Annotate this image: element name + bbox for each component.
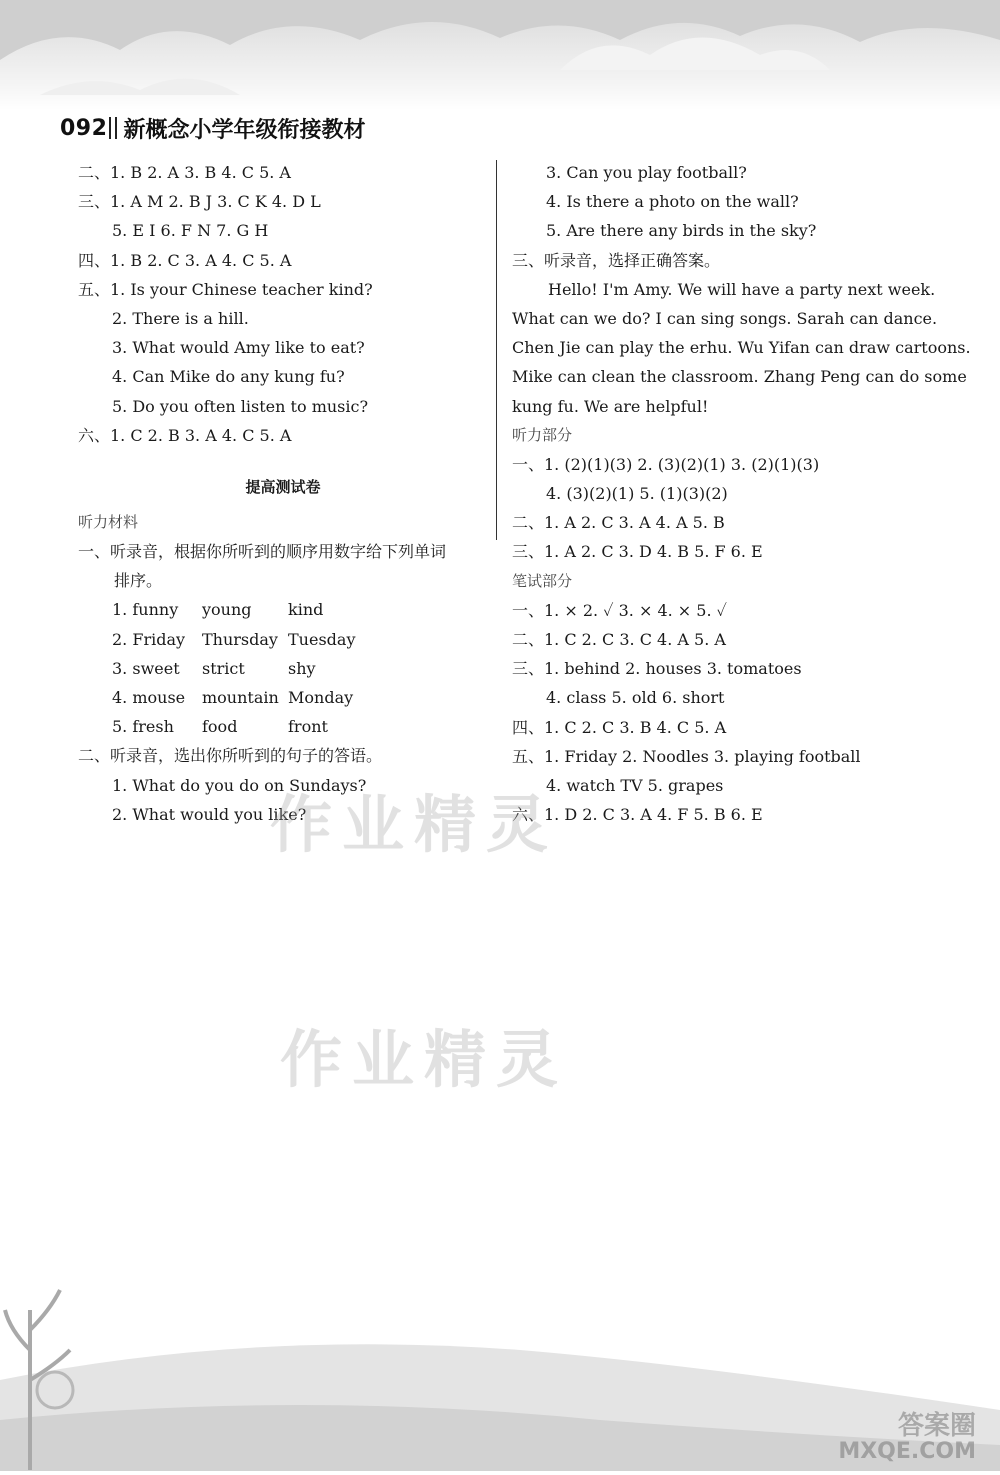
word-row: [78, 712, 488, 741]
answer-line: 二、1. C 2. C 3. C 4. A 5. A: [512, 630, 726, 649]
question-title: 三、听录音，选择正确答案。: [512, 250, 721, 270]
passage-line: Hello! I'm Amy. We will have a party next week.: [548, 279, 936, 299]
passage-line: Chen Jie can play the erhu. Wu Yifan can draw cartoons.: [512, 338, 971, 358]
page-header: [60, 110, 365, 146]
question-line: 1. What do you do on Sundays?: [112, 775, 367, 795]
right-column: [512, 158, 971, 829]
word: Thursday: [202, 629, 278, 649]
word: shy: [288, 658, 316, 678]
top-cloud-banner: [0, 0, 1000, 110]
answer-line: 六、1. C 2. B 3. A 4. C 5. A: [78, 425, 292, 445]
watermark: 作业精灵: [270, 788, 559, 861]
word-row: [78, 595, 488, 624]
word: front: [288, 717, 328, 737]
question-line: 5. Are there any birds in the sky?: [546, 221, 817, 241]
site-logo: [838, 1410, 976, 1464]
column-divider: [496, 160, 497, 540]
answer-line: 一、1. × 2. ✓ 3. × 4. × 5. ✓: [512, 600, 727, 620]
answer-line: 一、1. (2)(1)(3) 2. (3)(2)(1) 3. (2)(1)(3): [512, 454, 820, 474]
word-row: [78, 654, 488, 683]
word: kind: [288, 600, 324, 620]
passage-line: Mike can clean the classroom. Zhang Peng can do some: [512, 367, 967, 387]
word: Monday: [288, 688, 354, 707]
answer-line: 四、1. C 2. C 3. B 4. C 5. A: [512, 717, 727, 737]
question-title: 排序。: [114, 571, 163, 591]
answer-line: 4. (3)(2)(1) 5. (1)(3)(2): [546, 484, 728, 504]
question-title: 一、听录音，根据你所听到的顺序用数字给下列单词: [78, 542, 447, 562]
answer-line: 四、1. B 2. C 3. A 4. C 5. A: [78, 250, 292, 270]
page-number: 092: [60, 115, 108, 141]
cloud-icon: [0, 0, 1000, 110]
word-row: [78, 683, 488, 712]
answer-line: 3. What would Amy like to eat?: [112, 338, 365, 358]
header-divider: [109, 117, 111, 139]
answer-line: 4. watch TV 5. grapes: [546, 775, 724, 795]
answer-line: 2. There is a hill.: [112, 308, 249, 328]
written-part-label: 笔试部分: [512, 571, 573, 590]
answer-line: 4. class 5. old 6. short: [546, 688, 725, 708]
logo-text: 答案圈: [897, 1410, 976, 1441]
answer-line: 三、1. A 2. C 3. D 4. B 5. F 6. E: [512, 542, 763, 562]
passage-line: kung fu. We are helpful!: [512, 396, 709, 416]
listening-material-label: 听力材料: [78, 512, 139, 531]
word: food: [202, 717, 238, 737]
watermark: 作业精灵: [280, 1023, 569, 1096]
passage-line: What can we do? I can sing songs. Sarah can dance.: [512, 308, 938, 328]
answer-line: 5. E I 6. F N 7. G H: [112, 221, 269, 241]
word: 3. sweet: [112, 658, 180, 678]
question-title: 二、听录音，选出你所听到的句子的答语。: [78, 746, 383, 766]
answer-line: 二、1. B 2. A 3. B 4. C 5. A: [78, 163, 291, 182]
header-divider: [115, 117, 117, 139]
answer-line: 4. Can Mike do any kung fu?: [112, 367, 345, 387]
listening-part-label: 听力部分: [512, 425, 573, 444]
left-column: [78, 158, 488, 829]
word: 2. Friday: [112, 629, 186, 649]
bottom-grass-banner: [0, 1270, 1000, 1471]
answer-line: 三、1. A M 2. B J 3. C K 4. D L: [78, 192, 321, 212]
answer-line: 五、1. Is your Chinese teacher kind?: [78, 279, 373, 299]
book-title: 新概念小学年级衔接教材: [123, 117, 366, 143]
logo-url: MXQE.COM: [838, 1438, 976, 1464]
answer-line: 二、1. A 2. C 3. A 4. A 5. B: [512, 513, 725, 533]
word: 1. funny: [112, 600, 179, 620]
answer-line: 六、1. D 2. C 3. A 4. F 5. B 6. E: [512, 805, 763, 825]
word: mountain: [202, 688, 279, 707]
answer-line: 三、1. behind 2. houses 3. tomatoes: [512, 659, 802, 679]
question-line: 4. Is there a photo on the wall?: [546, 192, 799, 212]
word: Tuesday: [288, 629, 356, 649]
question-line: 3. Can you play football?: [546, 163, 747, 182]
answer-line: 五、1. Friday 2. Noodles 3. playing football: [512, 746, 861, 766]
word: young: [202, 600, 252, 620]
word: 4. mouse: [112, 688, 186, 707]
word-row: [78, 625, 488, 654]
answer-line: 5. Do you often listen to music?: [112, 396, 369, 416]
word: strict: [202, 658, 245, 678]
section-title: 提高测试卷: [245, 477, 321, 496]
word: 5. fresh: [112, 717, 174, 737]
question-line: 2. What would you like?: [112, 804, 307, 824]
